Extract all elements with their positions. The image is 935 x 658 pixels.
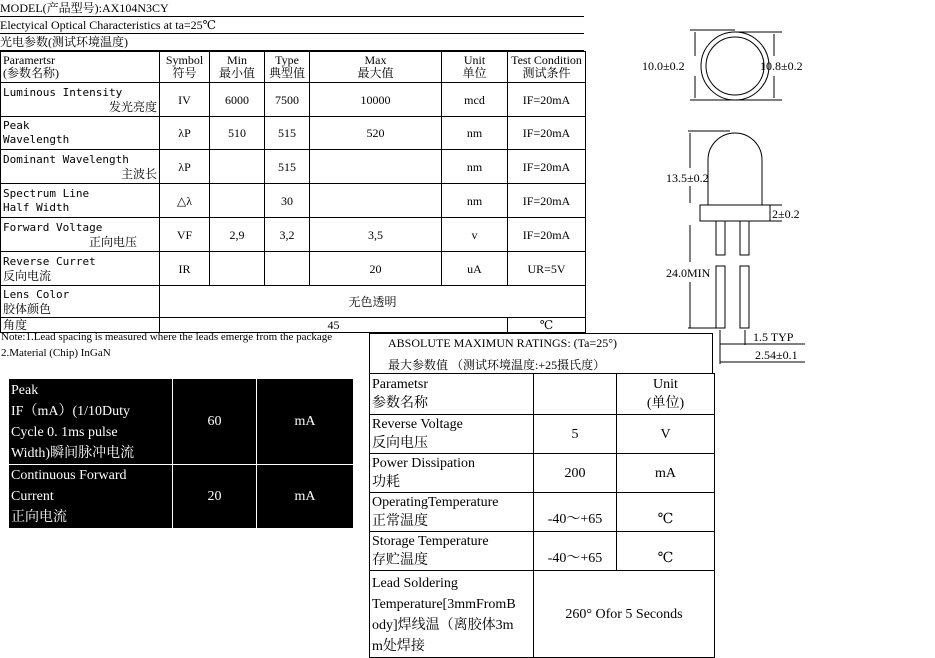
optical-subtitle: Electyical Optical Characteristics at ta=25℃ [0, 18, 584, 34]
row-cond: IF=20mA [508, 117, 586, 150]
lead-right-upper [740, 221, 749, 255]
lens-label-cn: 胶体颜色 [3, 301, 52, 316]
lead-width-label: 1.5 TYP [753, 330, 794, 344]
row-min: 6000 [210, 83, 265, 117]
header-param: Paramertsr [3, 53, 55, 67]
cont-unit: mA [257, 465, 354, 529]
row-max: 520 [310, 117, 442, 150]
lead-right-lower [740, 266, 749, 328]
header-min-cn: 最小值 [218, 66, 255, 80]
abs-row-en: Power Dissipation [372, 456, 476, 471]
row-name-cn: 正向电压 [88, 234, 137, 249]
dia-inner-label: 10.0±0.2 [642, 59, 685, 73]
row-max [310, 150, 442, 184]
row-symbol: λP [160, 150, 210, 184]
abs-row-value: -40～+65 [534, 493, 617, 532]
angle-value: 45 [160, 318, 508, 333]
abs-row-en: Reverse Voltage [372, 417, 463, 432]
abs-row-cn: 存贮温度 [372, 553, 428, 568]
led-flange [700, 205, 770, 221]
solder-row [370, 571, 715, 658]
row-min [210, 252, 265, 286]
row-symbol: IV [160, 83, 210, 117]
row-name-en: Peak [3, 119, 30, 132]
row-cond: IF=20mA [508, 83, 586, 117]
table-row [1, 117, 586, 150]
abs-row-unit: mA [617, 454, 715, 493]
row-unit: uA [442, 252, 508, 286]
note-1: Note:1.Lead spacing is measured where the leads emerge from the package [1, 331, 333, 343]
row-name-cn: 发光亮度 [108, 99, 157, 114]
abs-row-en: OperatingTemperature [372, 495, 499, 510]
abs-header-param: Parametsr [372, 377, 428, 392]
abs-row-value: -40～+65 [534, 532, 617, 571]
flange-label: 2±0.2 [772, 207, 800, 221]
pulse-current-table [8, 378, 354, 529]
table-row [1, 252, 586, 286]
table-row [9, 379, 354, 465]
led-dimension-drawing [600, 0, 930, 380]
header-typ-cn: 典型值 [268, 66, 305, 80]
row-symbol: △λ [160, 184, 210, 218]
abs-row-unit: ℃ [617, 532, 715, 571]
row-unit: mcd [442, 83, 508, 117]
solder-value: 260° Ofor 5 Seconds [534, 571, 715, 658]
row-max [310, 184, 442, 218]
abs-row-cn: 反向电压 [372, 436, 428, 451]
row-name-en: Spectrum Line [3, 186, 90, 200]
row-min: 2,9 [210, 218, 265, 252]
table-row [370, 532, 715, 571]
spacing-label: 2.54±0.1 [755, 348, 798, 362]
abs-row-unit: V [617, 415, 715, 454]
lead-length-label: 24.0MIN [666, 266, 711, 280]
lens-value: 无色透明 [160, 286, 586, 318]
row-name-en: Dominant Wavelength [3, 152, 129, 166]
header-max-cn: 最大值 [357, 66, 394, 80]
row-typ: 3,2 [265, 218, 310, 252]
row-typ: 515 [265, 117, 310, 150]
angle-unit: ℃ [508, 318, 586, 333]
row-unit: nm [442, 117, 508, 150]
row-typ [265, 252, 310, 286]
row-typ: 515 [265, 150, 310, 184]
abs-subtitle: 最大参数值 （测试环境温度:+25摄氏度） [369, 351, 713, 373]
abs-header-unit: Unit [653, 377, 678, 392]
header-symbol: Symbol [165, 53, 204, 67]
pulse-label-4: Width)瞬间脉冲电流 [11, 445, 135, 461]
pulse-value: 60 [173, 379, 257, 465]
note-2: 2.Material (Chip) InGaN [1, 347, 111, 359]
pulse-label-3: Cycle 0. 1ms pulse [11, 424, 118, 440]
abs-row-en: Storage Temperature [372, 534, 489, 549]
header-cond: Test Condition [511, 53, 582, 67]
header-min: Min [226, 53, 247, 67]
row-typ: 7500 [265, 83, 310, 117]
row-name-en: Reverse Curret [3, 254, 96, 268]
row-name-cn: Wavelength [3, 133, 70, 146]
lens-label-en: Lens Color [3, 287, 70, 301]
row-unit: nm [442, 184, 508, 218]
table-header-row [1, 52, 586, 83]
inner-circle [706, 37, 764, 95]
row-cond: IF=20mA [508, 184, 586, 218]
table-row [9, 465, 354, 529]
row-name-cn: Half Width [3, 200, 70, 214]
row-name-cn: 主波长 [120, 166, 157, 181]
cont-label-1: Continuous Forward [11, 468, 127, 483]
table-row [1, 184, 586, 218]
row-unit: v [442, 218, 508, 252]
row-symbol: λP [160, 117, 210, 150]
header-unit: Unit [463, 53, 486, 67]
cont-label-3: 正向电流 [11, 510, 67, 525]
table-row [1, 83, 586, 117]
header-symbol-cn: 符号 [172, 66, 197, 80]
row-max: 3,5 [310, 218, 442, 252]
abs-title: ABSOLUTE MAXIMUN RATINGS: (Ta=25°) [369, 333, 713, 351]
abs-header-param-cn: 参数名称 [372, 396, 428, 411]
header-param-cn: (参数名称) [3, 66, 59, 80]
abs-row-value: 5 [534, 415, 617, 454]
abs-row-cn: 正常温度 [372, 514, 428, 529]
table-row [370, 493, 715, 532]
header-cond-cn: 测试条件 [522, 66, 571, 80]
table-row [1, 150, 586, 184]
row-min [210, 150, 265, 184]
solder-l2: Temperature[3mmFromB [372, 597, 516, 612]
row-cond: UR=5V [508, 252, 586, 286]
cont-value: 20 [173, 465, 257, 529]
row-name-en: Forward Voltage [3, 220, 103, 234]
row-cond: IF=20mA [508, 150, 586, 184]
pulse-label-2: IF（mA）(1/10Duty [11, 403, 130, 419]
model-title: MODEL(产品型号):AX104N3CY [0, 1, 584, 17]
row-max: 10000 [310, 83, 442, 117]
row-min: 510 [210, 117, 265, 150]
table-row [370, 415, 715, 454]
absolute-ratings-table [369, 373, 715, 658]
solder-l4: m处焊接 [372, 639, 425, 654]
table-row [1, 218, 586, 252]
cont-label-2: Current [11, 489, 54, 504]
abs-header-unit-cn: (单位) [646, 396, 685, 411]
lens-color-row [1, 286, 586, 318]
row-min [210, 184, 265, 218]
outer-circle [701, 32, 769, 100]
solder-l3: ody]焊线温（离胶体3m [372, 618, 514, 633]
row-symbol: IR [160, 252, 210, 286]
pulse-label-1: Peak [11, 382, 39, 398]
angle-label: 角度 [1, 318, 160, 333]
header-typ: Type [275, 53, 299, 67]
row-unit: nm [442, 150, 508, 184]
solder-l1: Lead Soldering [372, 576, 458, 591]
header-unit-cn: 单位 [462, 66, 487, 80]
table-row [370, 454, 715, 493]
abs-row-value: 200 [534, 454, 617, 493]
row-typ: 30 [265, 184, 310, 218]
cn-title: 光电参数(测试环境温度) [0, 35, 584, 51]
abs-row-cn: 功耗 [372, 475, 400, 490]
row-symbol: VF [160, 218, 210, 252]
abs-row-unit: ℃ [617, 493, 715, 532]
header-max: Max [364, 53, 387, 67]
led-dome [708, 133, 762, 205]
lead-left-lower [716, 266, 725, 328]
row-name-cn: 反向电流 [3, 268, 52, 283]
row-max: 20 [310, 252, 442, 286]
row-cond: IF=20mA [508, 218, 586, 252]
lead-left-upper [716, 221, 725, 255]
optical-characteristics-table [0, 51, 586, 333]
dia-outer-label: 10.8±0.2 [760, 59, 803, 73]
pulse-unit: mA [257, 379, 354, 465]
row-name-en: Luminous Intensity [3, 85, 123, 99]
height-label: 13.5±0.2 [666, 171, 709, 185]
